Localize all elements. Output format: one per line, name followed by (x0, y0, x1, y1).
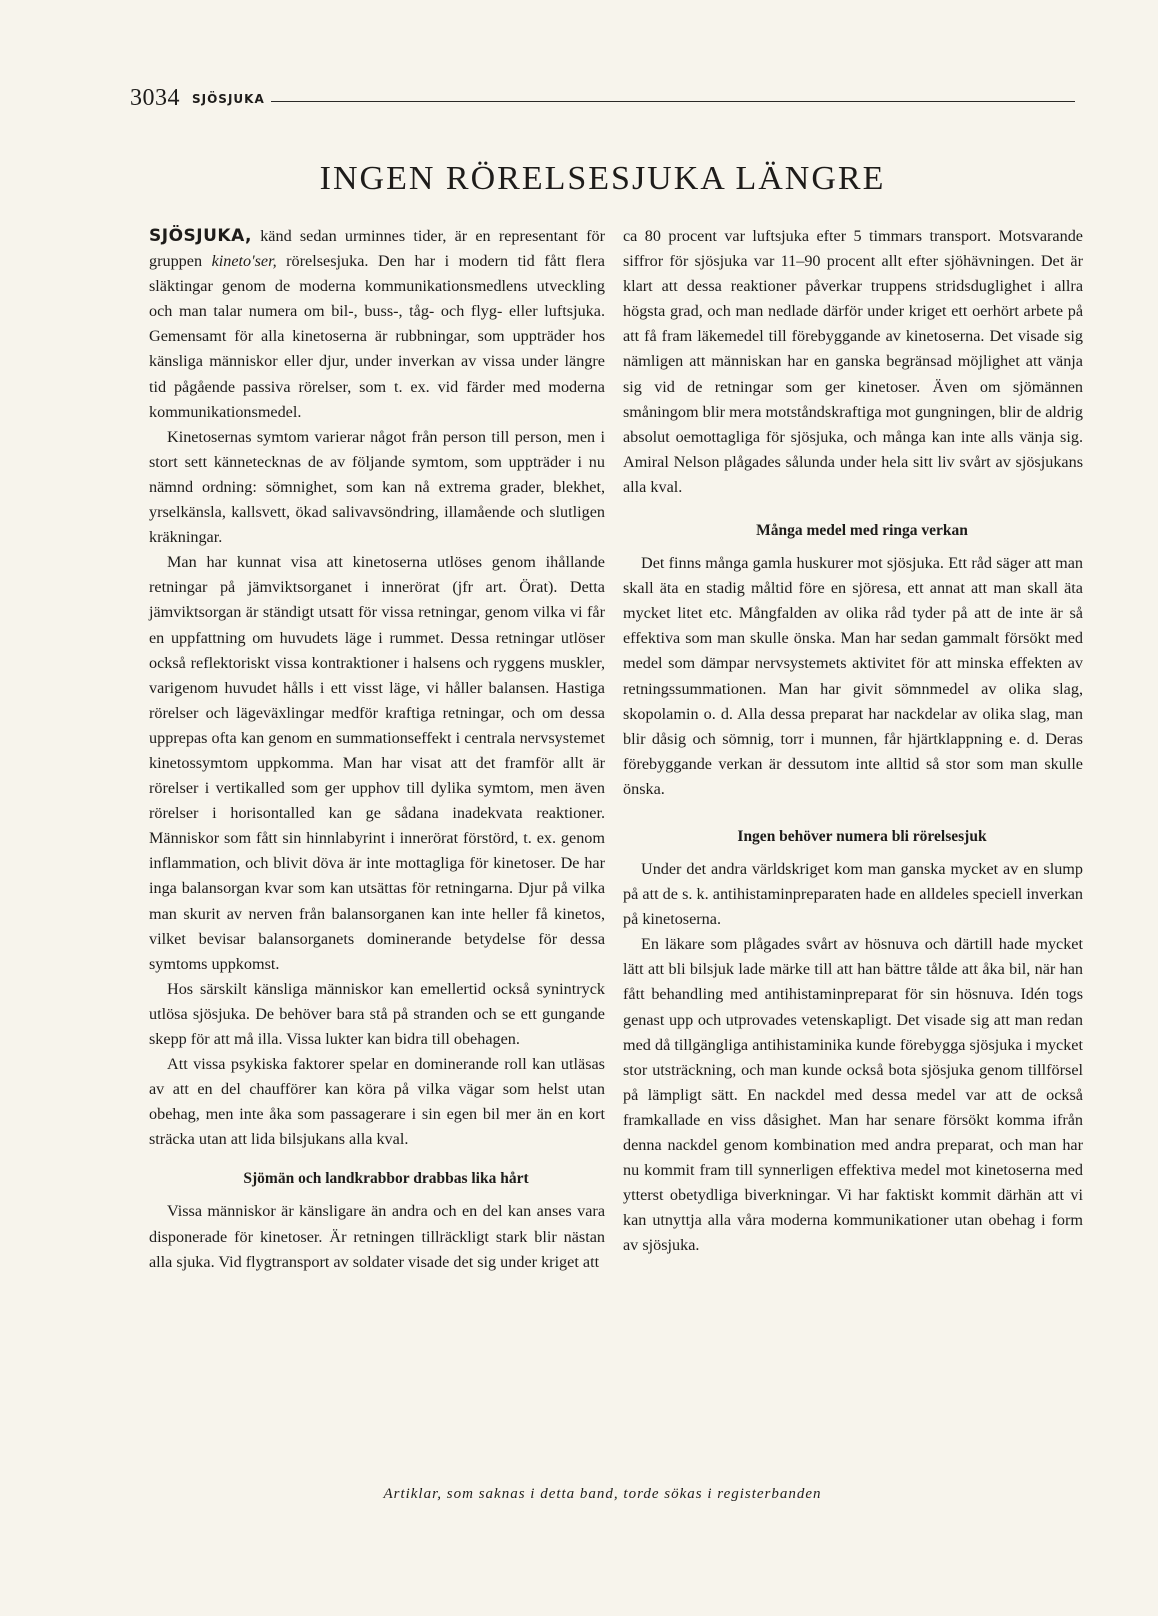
header-rule (271, 101, 1075, 102)
paragraph: ca 80 procent var luftsjuka efter 5 timmars transport. Motsvarande siffror för sjösjuka var 11–90 procent allt efter sjöhävningen. Det är klart att dessa reaktioner påverkar truppens stridsduglighet i allra högsta grad, och man nedlade därför under kriget ett oerhört arbete på att få fram läkemedel till förebyggande av kinetoserna. Det visade sig nämligen att människan har en ganska begränsad möjlighet att vänja sig vid de retningar som ger kinetoser. Även om sjömännen småningom blir mera motståndskraftiga mot gungningen, blir de aldrig absolut oemottagliga för sjösjuka, och många kan inte alls vänja sig. Amiral Nelson plågades sålunda under hela sitt liv svårt av sjösjukans alla kval. (623, 227, 1083, 496)
term: kineto'ser, (211, 252, 277, 271)
paragraph-text: rörelsesjuka. Den har i modern tid fått flera släktingar genom de moderna kommunikationsmedlens utveckling och man talar numera om bil-, buss-, tåg- och flyg- eller luftsjuka. Gemensamt för alla kinetoserna är rubbningar, som uppträder hos känsliga människor eller djur, under inverkan av vissa under längre tid pågående passiva rörelser, som t. ex. vid färder med moderna kommunikationsmedel. (149, 252, 605, 421)
section-heading: Ingen behöver numera bli rörelsesjuk (737, 827, 987, 845)
paragraph: Man har kunnat visa att kinetoserna utlöses genom ihållande retningar på jämviktsorganet i innerörat (jfr art. Örat). Detta jämviktsorgan är ständigt utsatt för vissa retningar, genom vilka vi får en uppfattning om huvudets läge i rummet. Dessa retningar utlöser också reflektoriskt vissa kontraktioner i halsens och ryggens muskler, varigenom huvudet hålls i ett visst läge, vi håller balansen. Hastiga rörelser och lägeväxlingar medför kraftiga retningar, och om dessa upprepas ofta kan genom en summationseffekt i centrala nervsystemet kinetossymtom uppkomma. Man har visat att det framför allt är rörelser i vertikalled som ger upphov till dylika symtom, men även rörelser i horisontalled kan ge sådana inadekvata reaktioner. Människor som fått sin hinnlabyrint i innerörat förstörd, t. ex. genom inflammation, och blivit döva är inte mottagliga för kinetoser. De har inga balansorgan kvar som kan utsättas för retningarna. Djur på vilka man skurit av nerven från balansorganen kan inte heller få kinetos, vilket bevisar balansorganets dominerande betydelse för dessa symtoms uppkomst. (149, 553, 605, 973)
page-header (130, 80, 1075, 110)
paragraph: Hos särskilt känsliga människor kan emellertid också synintryck utlösa sjösjuka. De behöver bara stå på stranden och se ett gungande skepp för att må illa. Vissa lukter kan bidra till obehagen. (149, 979, 605, 1048)
running-head: SJÖSJUKA (192, 92, 265, 106)
paragraph: Det finns många gamla huskurer mot sjösjuka. Ett råd säger att man skall äta en stadig måltid före en sjöresa, ett annat att man skall äta mycket litet etc. Mångfalden av olika råd tyder på att de inte är så effektiva som man skulle önska. Man har sedan gammalt försökt med medel som dämpar nervsystemets aktivitet för att minska effekten av retningssummationen. Man har givit sömnmedel av olika slag, skopolamin o. d. Alla dessa preparat har nackdelar av olika slag, man blir dåsig och sömnig, torr i munnen, får hjärtklappning e. d. Deras förebyggande verkan är dessutom inte alltid så stor som man skulle önska. (623, 554, 1083, 798)
paragraph (149, 224, 605, 425)
paragraph: Vissa människor är känsligare än andra och en del kan anses vara disponerade för kinetoser. Är retningen tillräckligt stark blir nästan alla sjuka. Vid flygtransport av soldater visade det sig under kriget att (149, 1202, 605, 1271)
lead-word: SJÖSJUKA, (149, 226, 252, 246)
article-title: INGEN RÖRELSESJUKA LÄNGRE (319, 160, 886, 197)
right-column (623, 224, 1083, 1258)
left-column (149, 224, 605, 1275)
paragraph: Kinetosernas symtom varierar något från person till person, men i stort sett kännetecknas de av följande symtom, som uppträder i nu nämnd ordning: sömnighet, som kan nå extrema grader, blekhet, yrselkänsla, kallsvett, ökad salivavsöndring, illamående och slutligen kräkningar. (149, 427, 605, 547)
paragraph-text: känd sedan urminnes tider, är en representant för gruppen (149, 227, 605, 271)
footer-note: Artiklar, som saknas i detta band, torde sökas i registerbanden (383, 1486, 822, 1502)
paragraph: En läkare som plågades svårt av hösnuva och därtill hade mycket lätt att bli bilsjuk lade märke till att han bättre tålde att åka bil, när han fått behandling med antihistaminpreparat för sin hösnuva. Idén togs genast upp och utprovades vetenskapligt. Det visade sig att man redan med då tillgängliga antihistaminika kunde förebygga sjösjuka i mycket stor utsträckning, och man kunde också bota sjösjuka genom tillförsel på lämpligt sätt. En nackdel med dessa medel var att de också framkallade en viss dåsighet. Man har senare försökt komma ifrån denna nackdel genom kombination med andra preparat, och man har nu kommit fram till synnerligen effektiva medel mot kinetoserna med ytterst obetydliga biverkningar. Vi har faktiskt kommit därhän att vi kan utnyttja alla våra moderna kommunikationer utan obehag i form av sjösjuka. (623, 935, 1083, 1255)
paragraph: Att vissa psykiska faktorer spelar en dominerande roll kan utläsas av att en del chaufförer kan köra på vilka vägar som helst utan obehag, men inte åka som passagerare i sin egen bil mer än en kort sträcka utan att lida bilsjukans alla kval. (149, 1055, 605, 1149)
section-heading: Sjömän och landkrabbor drabbas lika hårt (243, 1170, 529, 1188)
paragraph: Under det andra världskriget kom man ganska mycket av en slump på att de s. k. antihistaminpreparaten hade en alldeles speciell inverkan på kinetoserna. (623, 859, 1083, 929)
page-number: 3034 (130, 85, 180, 111)
section-heading: Många medel med ringa verkan (756, 522, 968, 540)
